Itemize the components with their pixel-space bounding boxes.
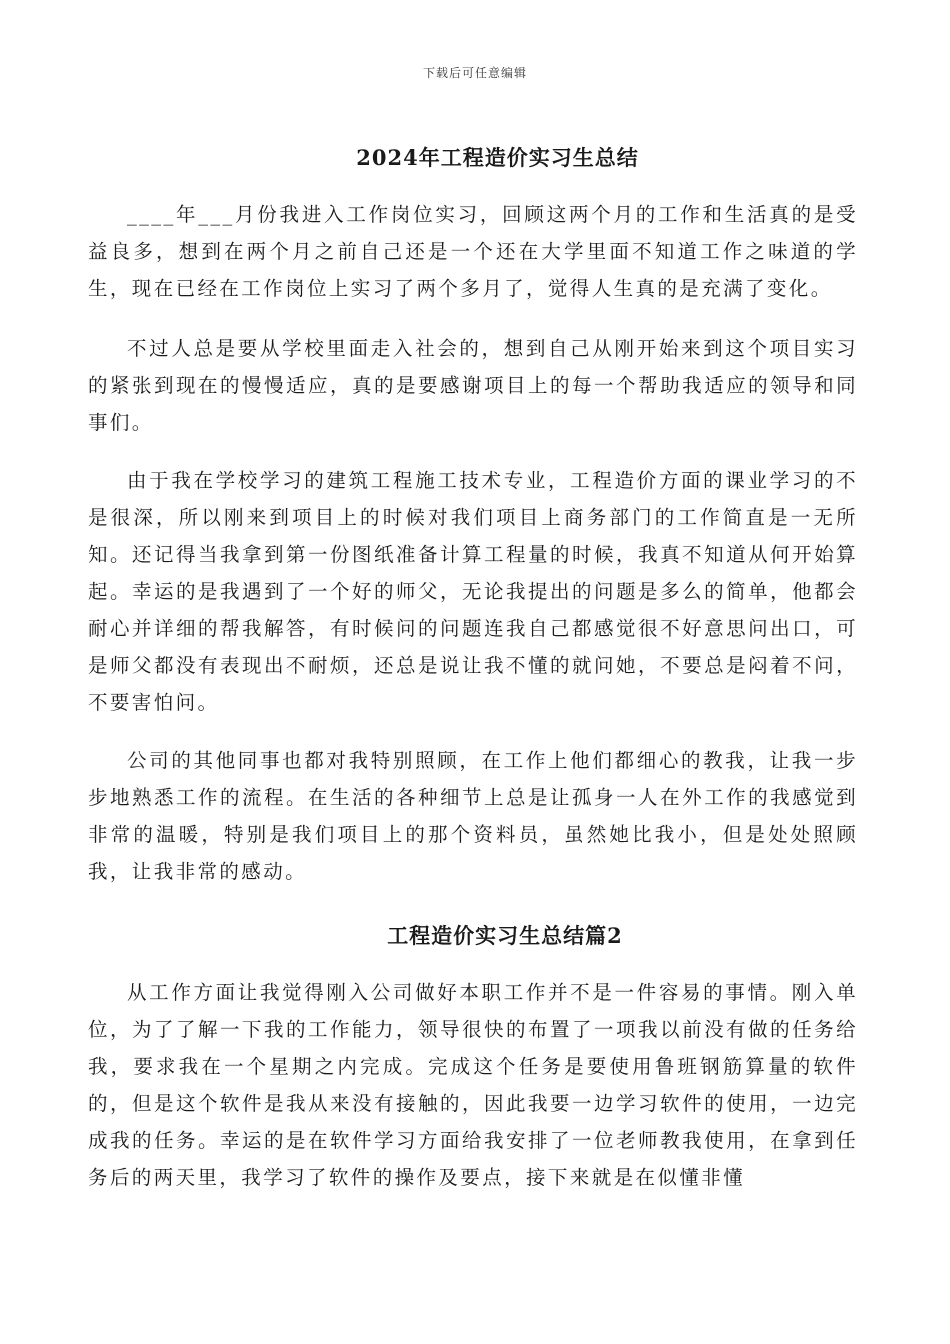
section-title: 工程造价实习生总结篇2 [387,923,623,948]
paragraph: 不过人总是要从学校里面走入社会的，想到自己从刚开始来到这个项目实习的紧张到现在的慢慢适应，真的是要感谢项目上的每一个帮助我适应的领导和同事们。 [88,337,858,434]
paragraph: 由于我在学校学习的建筑工程施工技术专业，工程造价方面的课业学习的不是很深，所以刚来到项目上的时候对我们项目上商务部门的工作简直是一无所知。还记得当我拿到第一份图纸准备计算工程量的时候，我真不知道从何开始算起。幸运的是我遇到了一个好的师父，无论我提出的问题是多么的简单，他都会耐心并详细的帮我解答，有时候问的问题连我自己都感觉很不好意思问出口，可是师父都没有表现出不耐烦，还总是说让我不懂的就问她，不要总是闷着不问，不要害怕问。 [88,469,858,714]
page-header-note: 下载后可任意编辑 [422,66,527,80]
document-title: 2024年工程造价实习生总结 [356,145,639,170]
paragraph: ____年___月份我进入工作岗位实习，回顾这两个月的工作和生活真的是受益良多，想到在两个月之前自己还是一个还在大学里面不知道工作之味道的学生，现在已经在工作岗位上实习了两个多月了，觉得人生真的是充满了变化。 [88,203,858,300]
paragraph: 从工作方面让我觉得刚入公司做好本职工作并不是一件容易的事情。刚入单位，为了了解一下我的工作能力，领导很快的布置了一项我以前没有做的任务给我，要求我在一个星期之内完成。完成这个任务是要使用鲁班钢筋算量的软件的，但是这个软件是我从来没有接触的，因此我要一边学习软件的使用，一边完成我的任务。幸运的是在软件学习方面给我安排了一位老师教我使用，在拿到任务后的两天里，我学习了软件的操作及要点，接下来就是在似懂非懂 [88,981,858,1189]
paragraph: 公司的其他同事也都对我特别照顾，在工作上他们都细心的教我，让我一步步地熟悉工作的流程。在生活的各种细节上总是让孤身一人在外工作的我感觉到非常的温暖，特别是我们项目上的那个资料员，虽然她比我小，但是处处照顾我，让我非常的感动。 [88,749,858,883]
